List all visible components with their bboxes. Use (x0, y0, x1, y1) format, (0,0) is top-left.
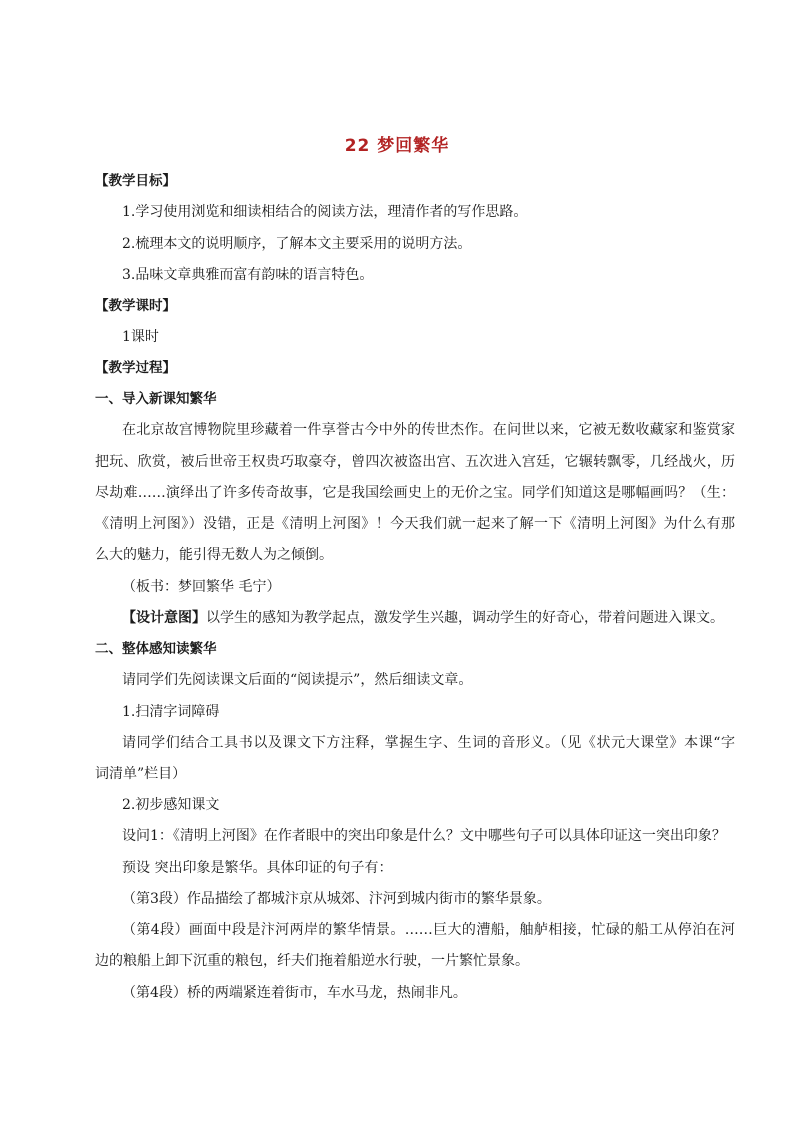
objective-item: 2.梳理本文的说明顺序，了解本文主要采用的说明方法。 (122, 236, 472, 252)
paragraph-line: 尽劫难……演绎出了许多传奇故事，它是我国绘画史上的无价之宝。同学们知道这是哪幅画吗？（生： (95, 485, 735, 501)
process-heading: 【教学过程】 (95, 360, 176, 376)
step1-heading: 1.扫清字词障碍 (122, 704, 220, 720)
design-intent-label: 【设计意图】 (122, 610, 206, 626)
preset-answer: 预设 突出印象是繁华。具体印证的句子有： (122, 860, 393, 876)
page-title: 22 梦回繁华 (344, 136, 450, 156)
section1-heading: 一、导入新课知繁华 (95, 391, 217, 407)
step2-heading: 2.初步感知课文 (122, 797, 220, 813)
paragraph-line: 《清明上河图》）没错，正是《清明上河图》！今天我们就一起来了解一下《清明上河图》为什么有那 (95, 516, 735, 532)
evidence-para4b: （第4段）桥的两端紧连着街市，车水马龙，热闹非凡。 (122, 985, 467, 1001)
paragraph-line: （第4段）画面中段是汴河两岸的繁华情景。……巨大的漕船，舳舻相接，忙碌的船工从停泊在河 (122, 922, 735, 938)
design-intent (122, 608, 735, 628)
paragraph-line: 在北京故宫博物院里珍藏着一件享誉古今中外的传世杰作。在问世以来，它被无数收藏家和鉴赏家 (122, 422, 735, 438)
paragraph-line: 请同学们结合工具书以及课文下方注释，掌握生字、生词的音形义。（见《状元大课堂》本课“字 (122, 735, 735, 751)
objective-item: 1.学习使用浏览和细读相结合的阅读方法，理清作者的写作思路。 (122, 204, 528, 220)
paragraph-line: 么大的魅力，能引得无数人为之倾倒。 (95, 547, 333, 563)
evidence-para3: （第3段）作品描绘了都城汴京从城郊、汴河到城内街市的繁华景象。 (122, 891, 551, 907)
question-1: 设问1：《清明上河图》在作者眼中的突出印象是什么？文中哪些句子可以具体印证这一突出印象？ (122, 828, 726, 844)
objectives-heading: 【教学目标】 (95, 173, 176, 189)
objective-item: 3.品味文章典雅而富有韵味的语言特色。 (122, 267, 374, 283)
paragraph-line: 词清单”栏目） (95, 766, 187, 782)
board-note: （板书：梦回繁华 毛宁） (122, 579, 281, 595)
paragraph-line: 把玩、欣赏，被后世帝王权贵巧取豪夺，曾四次被盗出宫、五次进入宫廷，它辗转飘零，几经战火，历 (95, 454, 735, 470)
hours-text: 1课时 (122, 329, 159, 345)
section2-heading: 二、整体感知读繁华 (95, 641, 217, 657)
paragraph-line: 边的粮船上卸下沉重的粮包，纤夫们拖着船逆水行驶，一片繁忙景象。 (95, 953, 529, 969)
section2-intro: 请同学们先阅读课文后面的“阅读提示”，然后细读文章。 (122, 672, 473, 688)
design-intent-text: 以学生的感知为教学起点，激发学生兴趣，调动学生的好奇心，带着问题进入课文。 (206, 610, 724, 626)
hours-heading: 【教学课时】 (95, 298, 176, 314)
